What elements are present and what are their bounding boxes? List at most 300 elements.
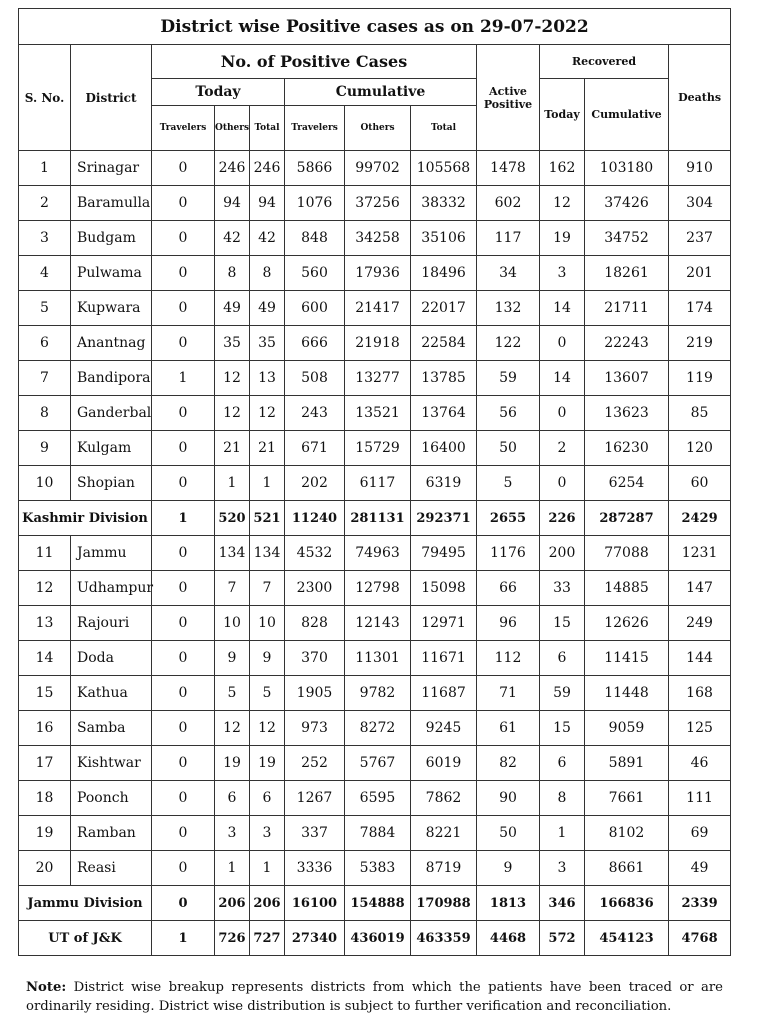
note-label: Note: (26, 980, 67, 995)
cell-cum-travelers: 1905 (285, 676, 345, 711)
cell-today-others: 9 (215, 641, 250, 676)
header-district: District (71, 45, 152, 151)
cell-today-others: 94 (215, 186, 250, 221)
table-row (19, 221, 731, 256)
cell-recovered-cumulative: 18261 (585, 256, 669, 291)
table-row (19, 151, 731, 186)
cell-deaths: 168 (669, 676, 731, 711)
cell-sno: 20 (19, 851, 71, 886)
cell-district: Baramulla (71, 186, 152, 221)
cell-recovered-today: 59 (540, 676, 585, 711)
cell-recovered-cumulative: 11415 (585, 641, 669, 676)
cell-sno: 3 (19, 221, 71, 256)
cell-today-travelers: 0 (152, 816, 215, 851)
cell-cum-travelers: 560 (285, 256, 345, 291)
cell-sno: 2 (19, 186, 71, 221)
division-label: Kashmir Division (19, 501, 152, 536)
cell-today-others: 8 (215, 256, 250, 291)
cell-district: Reasi (71, 851, 152, 886)
header-sno: S. No. (19, 45, 71, 151)
cell-recovered-today: 12 (540, 186, 585, 221)
cell-deaths: 147 (669, 571, 731, 606)
cell-district: Poonch (71, 781, 152, 816)
cell-district: Shopian (71, 466, 152, 501)
cell-cum-travelers: 4532 (285, 536, 345, 571)
table-row (19, 466, 731, 501)
cell-deaths: 49 (669, 851, 731, 886)
cell-today-others: 12 (215, 711, 250, 746)
cell-today-total: 94 (250, 186, 285, 221)
cell-district: Jammu (71, 536, 152, 571)
cell-deaths: 144 (669, 641, 731, 676)
header-cum-others: Others (345, 106, 411, 151)
cell-cum-total: 463359 (411, 921, 477, 956)
cell-today-total: 246 (250, 151, 285, 186)
table-row (19, 186, 731, 221)
cell-recovered-cumulative: 5891 (585, 746, 669, 781)
cell-cum-others: 99702 (345, 151, 411, 186)
cell-recovered-cumulative: 7661 (585, 781, 669, 816)
cell-today-others: 520 (215, 501, 250, 536)
cell-recovered-today: 15 (540, 606, 585, 641)
table-row (19, 536, 731, 571)
cell-today-travelers: 0 (152, 536, 215, 571)
cell-recovered-cumulative: 77088 (585, 536, 669, 571)
cell-today-travelers: 0 (152, 466, 215, 501)
table-row (19, 711, 731, 746)
cell-district: Udhampur (71, 571, 152, 606)
cell-recovered-cumulative: 8661 (585, 851, 669, 886)
cell-active-positive: 50 (477, 816, 540, 851)
cell-today-total: 1 (250, 466, 285, 501)
cell-today-travelers: 0 (152, 431, 215, 466)
cell-today-others: 35 (215, 326, 250, 361)
table-row (19, 431, 731, 466)
cell-cum-others: 11301 (345, 641, 411, 676)
cell-today-total: 7 (250, 571, 285, 606)
kashmir-total-row (19, 501, 731, 536)
header-today-total: Total (250, 106, 285, 151)
cell-today-travelers: 0 (152, 711, 215, 746)
cell-today-total: 727 (250, 921, 285, 956)
cell-today-others: 1 (215, 466, 250, 501)
cell-cum-total: 7862 (411, 781, 477, 816)
cell-deaths: 60 (669, 466, 731, 501)
cell-cum-total: 22584 (411, 326, 477, 361)
cell-deaths: 304 (669, 186, 731, 221)
cell-today-total: 12 (250, 396, 285, 431)
cell-district: Kathua (71, 676, 152, 711)
cell-active-positive: 66 (477, 571, 540, 606)
cell-district: Anantnag (71, 326, 152, 361)
footnote (26, 978, 723, 1016)
cell-cum-travelers: 3336 (285, 851, 345, 886)
cell-deaths: 1231 (669, 536, 731, 571)
cell-cum-travelers: 1267 (285, 781, 345, 816)
table-row (19, 606, 731, 641)
cell-district: Kishtwar (71, 746, 152, 781)
cell-cum-travelers: 16100 (285, 886, 345, 921)
cell-sno: 14 (19, 641, 71, 676)
cell-deaths: 119 (669, 361, 731, 396)
report-container (18, 8, 730, 956)
cell-cum-total: 15098 (411, 571, 477, 606)
cell-cum-total: 8221 (411, 816, 477, 851)
cell-cum-travelers: 666 (285, 326, 345, 361)
cell-cum-others: 13521 (345, 396, 411, 431)
cell-cum-total: 35106 (411, 221, 477, 256)
cell-deaths: 4768 (669, 921, 731, 956)
cell-cum-total: 6019 (411, 746, 477, 781)
cell-today-travelers: 0 (152, 396, 215, 431)
header-recovered: Recovered (540, 45, 669, 79)
cell-district: Ganderbal (71, 396, 152, 431)
cell-active-positive: 2655 (477, 501, 540, 536)
cell-district: Srinagar (71, 151, 152, 186)
cell-cum-others: 12798 (345, 571, 411, 606)
cell-today-others: 726 (215, 921, 250, 956)
cell-active-positive: 9 (477, 851, 540, 886)
cell-cum-travelers: 243 (285, 396, 345, 431)
cell-today-travelers: 0 (152, 676, 215, 711)
cell-cum-total: 8719 (411, 851, 477, 886)
cell-active-positive: 602 (477, 186, 540, 221)
table-row (19, 781, 731, 816)
cell-cum-others: 13277 (345, 361, 411, 396)
cell-recovered-today: 1 (540, 816, 585, 851)
cell-deaths: 2429 (669, 501, 731, 536)
cell-today-travelers: 0 (152, 571, 215, 606)
cell-recovered-today: 14 (540, 361, 585, 396)
cell-sno: 17 (19, 746, 71, 781)
cell-cum-travelers: 600 (285, 291, 345, 326)
cell-deaths: 219 (669, 326, 731, 361)
cell-cum-others: 8272 (345, 711, 411, 746)
cell-sno: 6 (19, 326, 71, 361)
header-cum-total: Total (411, 106, 477, 151)
cell-cum-travelers: 671 (285, 431, 345, 466)
cell-today-total: 5 (250, 676, 285, 711)
cell-cum-travelers: 337 (285, 816, 345, 851)
table-row (19, 571, 731, 606)
cell-cum-travelers: 27340 (285, 921, 345, 956)
cell-recovered-today: 162 (540, 151, 585, 186)
cell-cum-travelers: 508 (285, 361, 345, 396)
cell-recovered-cumulative: 6254 (585, 466, 669, 501)
cell-today-others: 7 (215, 571, 250, 606)
cell-cum-total: 292371 (411, 501, 477, 536)
cell-recovered-today: 0 (540, 326, 585, 361)
cell-recovered-cumulative: 9059 (585, 711, 669, 746)
table-row (19, 851, 731, 886)
cell-today-travelers: 0 (152, 606, 215, 641)
header-today: Today (152, 79, 285, 106)
cell-cum-others: 21417 (345, 291, 411, 326)
cell-today-total: 6 (250, 781, 285, 816)
cell-cum-others: 5383 (345, 851, 411, 886)
cell-deaths: 174 (669, 291, 731, 326)
cell-cum-travelers: 252 (285, 746, 345, 781)
cell-today-travelers: 0 (152, 186, 215, 221)
cell-active-positive: 4468 (477, 921, 540, 956)
cell-recovered-cumulative: 13623 (585, 396, 669, 431)
cell-cum-total: 79495 (411, 536, 477, 571)
cell-today-total: 3 (250, 816, 285, 851)
cell-recovered-cumulative: 22243 (585, 326, 669, 361)
cell-district: Samba (71, 711, 152, 746)
cases-table (18, 8, 731, 956)
cell-cum-total: 38332 (411, 186, 477, 221)
cell-recovered-today: 6 (540, 746, 585, 781)
table-row (19, 746, 731, 781)
division-label: UT of J&K (19, 921, 152, 956)
cell-sno: 13 (19, 606, 71, 641)
cell-today-total: 9 (250, 641, 285, 676)
table-row (19, 291, 731, 326)
cell-cum-total: 16400 (411, 431, 477, 466)
cell-today-others: 12 (215, 396, 250, 431)
table-title: District wise Positive cases as on 29-07-2022 (19, 9, 731, 45)
cell-today-total: 206 (250, 886, 285, 921)
cell-cum-others: 6117 (345, 466, 411, 501)
cell-today-total: 21 (250, 431, 285, 466)
cell-cum-others: 5767 (345, 746, 411, 781)
cell-active-positive: 122 (477, 326, 540, 361)
cell-recovered-today: 226 (540, 501, 585, 536)
cell-recovered-today: 2 (540, 431, 585, 466)
ut-total-row (19, 921, 731, 956)
cell-sno: 7 (19, 361, 71, 396)
cell-district: Pulwama (71, 256, 152, 291)
note-text: District wise breakup represents districts from which the patients have been traced or are ordinarily residing. District wise distribution is subject to further verification and reconciliation. (26, 980, 723, 1014)
cell-cum-others: 6595 (345, 781, 411, 816)
cell-recovered-today: 14 (540, 291, 585, 326)
cell-today-travelers: 0 (152, 641, 215, 676)
cell-recovered-cumulative: 103180 (585, 151, 669, 186)
cell-cum-total: 22017 (411, 291, 477, 326)
cell-district: Ramban (71, 816, 152, 851)
cell-today-others: 49 (215, 291, 250, 326)
division-label: Jammu Division (19, 886, 152, 921)
cell-active-positive: 56 (477, 396, 540, 431)
cell-cum-others: 7884 (345, 816, 411, 851)
cell-deaths: 69 (669, 816, 731, 851)
cell-cum-travelers: 973 (285, 711, 345, 746)
cell-deaths: 111 (669, 781, 731, 816)
cell-cum-others: 15729 (345, 431, 411, 466)
table-row (19, 641, 731, 676)
cell-deaths: 237 (669, 221, 731, 256)
cell-deaths: 120 (669, 431, 731, 466)
cell-active-positive: 132 (477, 291, 540, 326)
cell-today-travelers: 0 (152, 326, 215, 361)
cell-cum-total: 12971 (411, 606, 477, 641)
cell-cum-total: 170988 (411, 886, 477, 921)
cell-today-total: 1 (250, 851, 285, 886)
header-today-others: Others (215, 106, 250, 151)
cell-cum-total: 13764 (411, 396, 477, 431)
cell-recovered-today: 3 (540, 256, 585, 291)
cell-today-travelers: 0 (152, 291, 215, 326)
header-today-travelers: Travelers (152, 106, 215, 151)
cell-active-positive: 50 (477, 431, 540, 466)
table-row (19, 326, 731, 361)
cell-district: Rajouri (71, 606, 152, 641)
cell-cum-others: 17936 (345, 256, 411, 291)
cell-district: Bandipora (71, 361, 152, 396)
cell-cum-travelers: 370 (285, 641, 345, 676)
cell-today-total: 13 (250, 361, 285, 396)
cell-sno: 16 (19, 711, 71, 746)
cell-today-others: 206 (215, 886, 250, 921)
cell-today-total: 19 (250, 746, 285, 781)
cell-today-others: 21 (215, 431, 250, 466)
cell-sno: 19 (19, 816, 71, 851)
cell-today-total: 521 (250, 501, 285, 536)
table-row (19, 816, 731, 851)
cell-today-travelers: 0 (152, 221, 215, 256)
cell-cum-total: 11671 (411, 641, 477, 676)
cell-cum-others: 154888 (345, 886, 411, 921)
cell-today-total: 134 (250, 536, 285, 571)
cell-active-positive: 90 (477, 781, 540, 816)
cell-sno: 15 (19, 676, 71, 711)
cell-sno: 12 (19, 571, 71, 606)
header-cumulative: Cumulative (285, 79, 477, 106)
cell-today-travelers: 1 (152, 501, 215, 536)
cell-recovered-cumulative: 12626 (585, 606, 669, 641)
cell-today-others: 1 (215, 851, 250, 886)
cell-cum-others: 37256 (345, 186, 411, 221)
cell-sno: 18 (19, 781, 71, 816)
header-positive-cases: No. of Positive Cases (152, 45, 477, 79)
header-deaths: Deaths (669, 45, 731, 151)
table-row (19, 396, 731, 431)
header-recovered-today: Today (540, 79, 585, 151)
cell-active-positive: 5 (477, 466, 540, 501)
cell-recovered-today: 572 (540, 921, 585, 956)
table-row (19, 361, 731, 396)
cell-cum-travelers: 1076 (285, 186, 345, 221)
cell-cum-travelers: 848 (285, 221, 345, 256)
cell-cum-travelers: 5866 (285, 151, 345, 186)
cell-active-positive: 34 (477, 256, 540, 291)
cell-today-total: 12 (250, 711, 285, 746)
cell-today-total: 35 (250, 326, 285, 361)
cell-recovered-cumulative: 8102 (585, 816, 669, 851)
cell-active-positive: 61 (477, 711, 540, 746)
cell-cum-others: 9782 (345, 676, 411, 711)
jammu-total-row (19, 886, 731, 921)
cell-deaths: 46 (669, 746, 731, 781)
header-recovered-cumulative: Cumulative (585, 79, 669, 151)
cell-recovered-cumulative: 37426 (585, 186, 669, 221)
cell-sno: 5 (19, 291, 71, 326)
cell-cum-others: 21918 (345, 326, 411, 361)
cell-today-others: 3 (215, 816, 250, 851)
cell-active-positive: 71 (477, 676, 540, 711)
cell-recovered-cumulative: 16230 (585, 431, 669, 466)
cell-deaths: 201 (669, 256, 731, 291)
cell-active-positive: 96 (477, 606, 540, 641)
cell-sno: 8 (19, 396, 71, 431)
cell-active-positive: 82 (477, 746, 540, 781)
cell-today-travelers: 0 (152, 781, 215, 816)
cell-active-positive: 117 (477, 221, 540, 256)
cell-today-others: 134 (215, 536, 250, 571)
cell-deaths: 125 (669, 711, 731, 746)
cell-today-others: 246 (215, 151, 250, 186)
header-active-positive: Active Positive (477, 45, 540, 151)
cell-cum-others: 12143 (345, 606, 411, 641)
cell-recovered-today: 6 (540, 641, 585, 676)
cell-today-total: 8 (250, 256, 285, 291)
cell-today-travelers: 1 (152, 361, 215, 396)
cell-cum-total: 6319 (411, 466, 477, 501)
cell-today-others: 12 (215, 361, 250, 396)
cell-active-positive: 1176 (477, 536, 540, 571)
cell-sno: 10 (19, 466, 71, 501)
cell-cum-travelers: 11240 (285, 501, 345, 536)
cell-today-travelers: 1 (152, 921, 215, 956)
cell-today-others: 10 (215, 606, 250, 641)
cell-deaths: 249 (669, 606, 731, 641)
cell-sno: 9 (19, 431, 71, 466)
cell-recovered-today: 0 (540, 466, 585, 501)
cell-today-others: 19 (215, 746, 250, 781)
cell-cum-total: 9245 (411, 711, 477, 746)
cell-recovered-today: 19 (540, 221, 585, 256)
cell-active-positive: 112 (477, 641, 540, 676)
cell-deaths: 2339 (669, 886, 731, 921)
cell-recovered-today: 8 (540, 781, 585, 816)
cell-sno: 1 (19, 151, 71, 186)
cell-cum-others: 74963 (345, 536, 411, 571)
cell-active-positive: 59 (477, 361, 540, 396)
cell-cum-total: 18496 (411, 256, 477, 291)
cell-cum-others: 281131 (345, 501, 411, 536)
table-row (19, 256, 731, 291)
header-cum-travelers: Travelers (285, 106, 345, 151)
cell-cum-travelers: 202 (285, 466, 345, 501)
cell-cum-travelers: 2300 (285, 571, 345, 606)
cell-recovered-today: 3 (540, 851, 585, 886)
cell-recovered-today: 15 (540, 711, 585, 746)
cell-cum-travelers: 828 (285, 606, 345, 641)
cell-recovered-today: 200 (540, 536, 585, 571)
cell-recovered-cumulative: 14885 (585, 571, 669, 606)
cell-recovered-cumulative: 287287 (585, 501, 669, 536)
cell-today-total: 42 (250, 221, 285, 256)
cell-cum-total: 11687 (411, 676, 477, 711)
cell-cum-others: 436019 (345, 921, 411, 956)
cell-cum-total: 13785 (411, 361, 477, 396)
cell-deaths: 85 (669, 396, 731, 431)
cell-recovered-cumulative: 34752 (585, 221, 669, 256)
cell-today-travelers: 0 (152, 886, 215, 921)
cell-sno: 11 (19, 536, 71, 571)
cell-recovered-cumulative: 21711 (585, 291, 669, 326)
cell-today-travelers: 0 (152, 151, 215, 186)
cell-district: Doda (71, 641, 152, 676)
cell-recovered-cumulative: 13607 (585, 361, 669, 396)
cell-cum-others: 34258 (345, 221, 411, 256)
cell-recovered-today: 346 (540, 886, 585, 921)
cell-recovered-today: 0 (540, 396, 585, 431)
cell-district: Budgam (71, 221, 152, 256)
cell-active-positive: 1813 (477, 886, 540, 921)
cell-recovered-cumulative: 166836 (585, 886, 669, 921)
